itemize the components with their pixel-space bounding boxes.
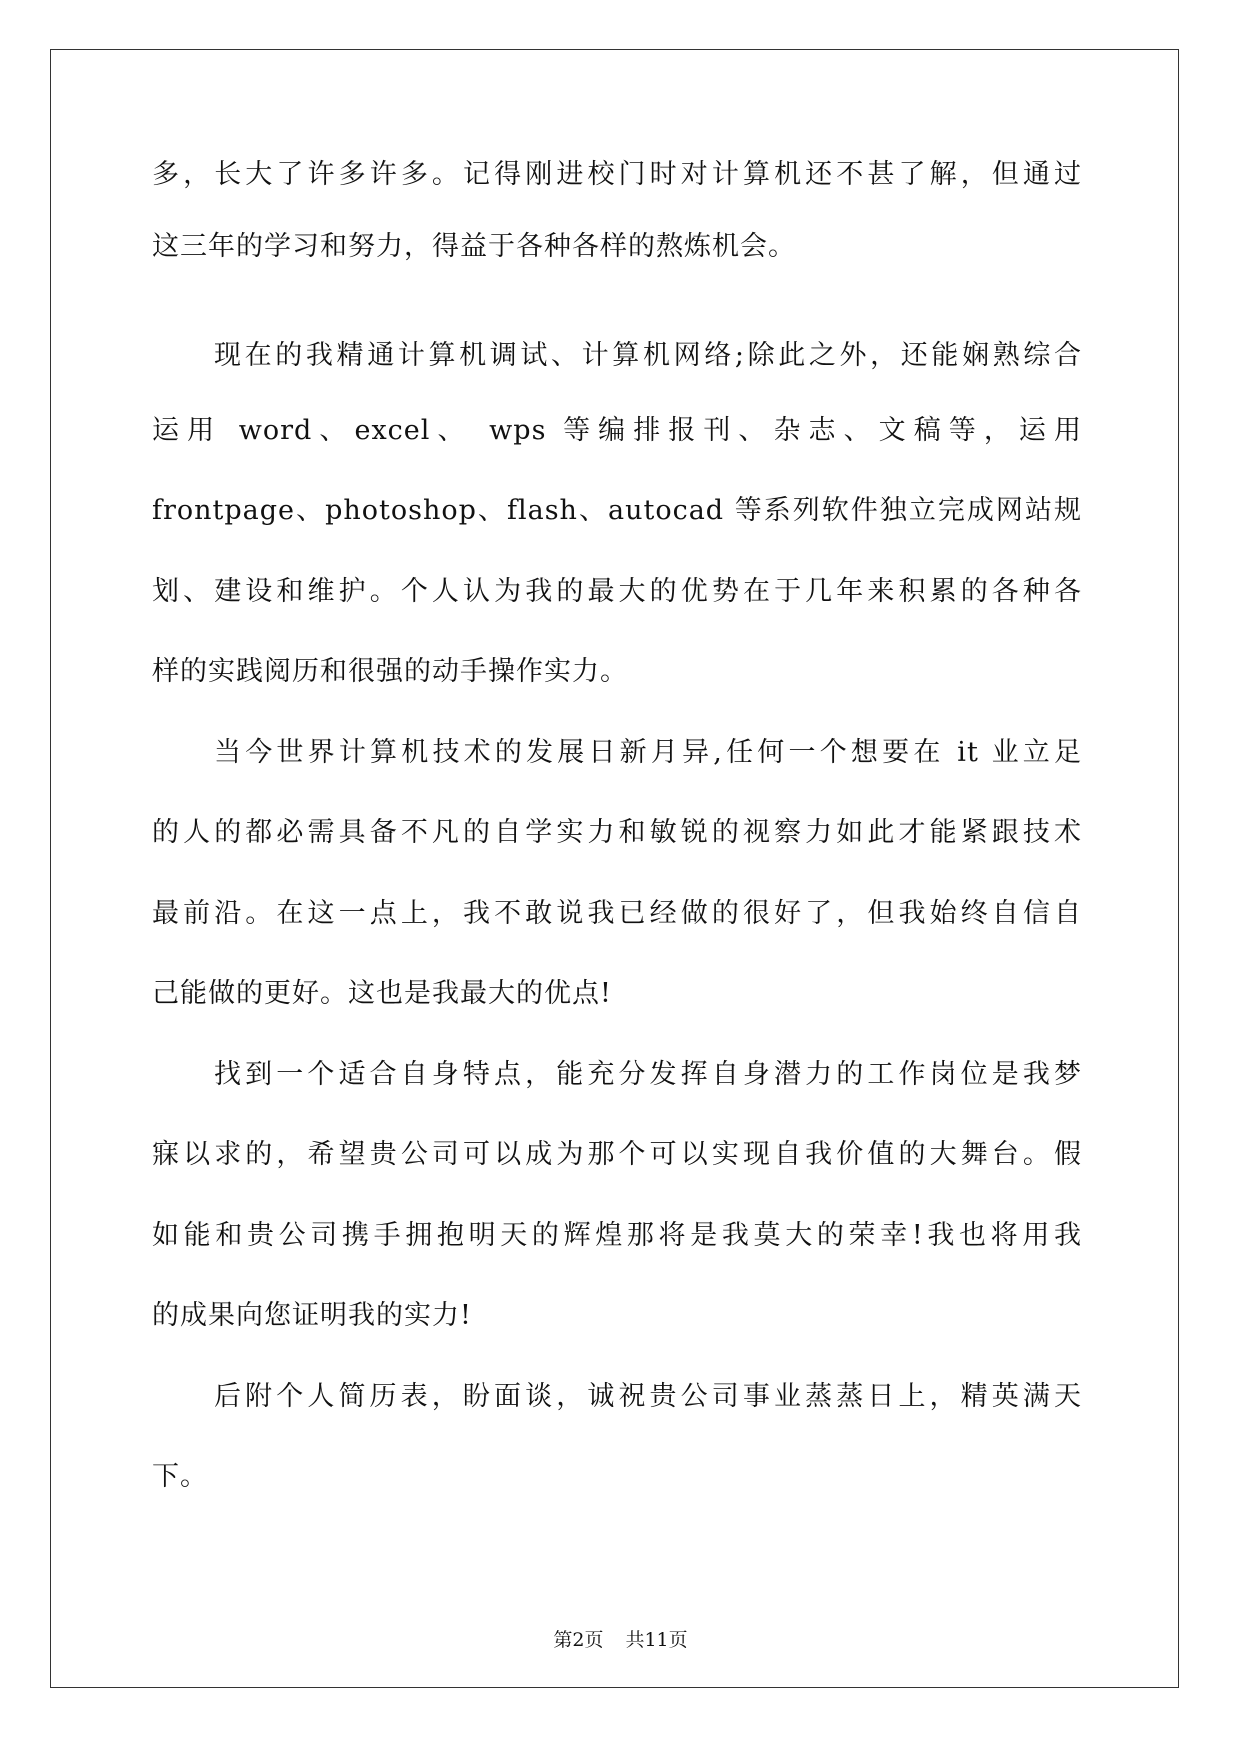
paragraph-5-line-2: 下。 [152, 1461, 208, 1492]
paragraph-1-line-2: 这三年的学习和努力，得益于各种各样的熬炼机会。 [152, 231, 796, 262]
page-footer [0, 1628, 1241, 1652]
paragraph-2-line-3: frontpage、photoshop、flash、autocad 等系列软件独立完成网站规 [152, 495, 1082, 526]
paragraph-4-line-1: 找到一个适合自身特点，能充分发挥自身潜力的工作岗位是我梦 [214, 1059, 1082, 1090]
paragraph-4-line-2: 寐以求的，希望贵公司可以成为那个可以实现自我价值的大舞台。假 [152, 1139, 1082, 1170]
paragraph-2-line-5: 样的实践阅历和很强的动手操作实力。 [152, 656, 628, 687]
paragraph-4-line-3: 如能和贵公司携手拥抱明天的辉煌那将是我莫大的荣幸!我也将用我 [152, 1220, 1082, 1251]
page-total: 共11页 [625, 1629, 688, 1651]
paragraph-3-line-2: 的人的都必需具备不凡的自学实力和敏锐的视察力如此才能紧跟技术 [152, 817, 1082, 848]
paragraph-2-line-4: 划、建设和维护。个人认为我的最大的优势在于几年来积累的各种各 [152, 576, 1082, 607]
paragraph-1-line-1: 多，长大了许多许多。记得刚进校门时对计算机还不甚了解，但通过 [152, 159, 1082, 190]
page-border [50, 49, 1179, 1688]
paragraph-2-line-1: 现在的我精通计算机调试、计算机网络;除此之外，还能娴熟综合 [214, 340, 1082, 371]
paragraph-4-line-4: 的成果向您证明我的实力! [152, 1300, 472, 1331]
paragraph-3-line-4: 己能做的更好。这也是我最大的优点! [152, 978, 612, 1009]
paragraph-3-line-1: 当今世界计算机技术的发展日新月异,任何一个想要在 it 业立足 [214, 737, 1082, 768]
page-current: 第2页 [553, 1629, 604, 1651]
paragraph-5-line-1: 后附个人简历表，盼面谈，诚祝贵公司事业蒸蒸日上，精英满天 [214, 1381, 1082, 1412]
paragraph-3-line-3: 最前沿。在这一点上，我不敢说我已经做的很好了，但我始终自信自 [152, 898, 1082, 929]
paragraph-2-line-2: 运用 word、excel、 wps 等编排报刊、杂志、文稿等，运用 [152, 415, 1082, 446]
